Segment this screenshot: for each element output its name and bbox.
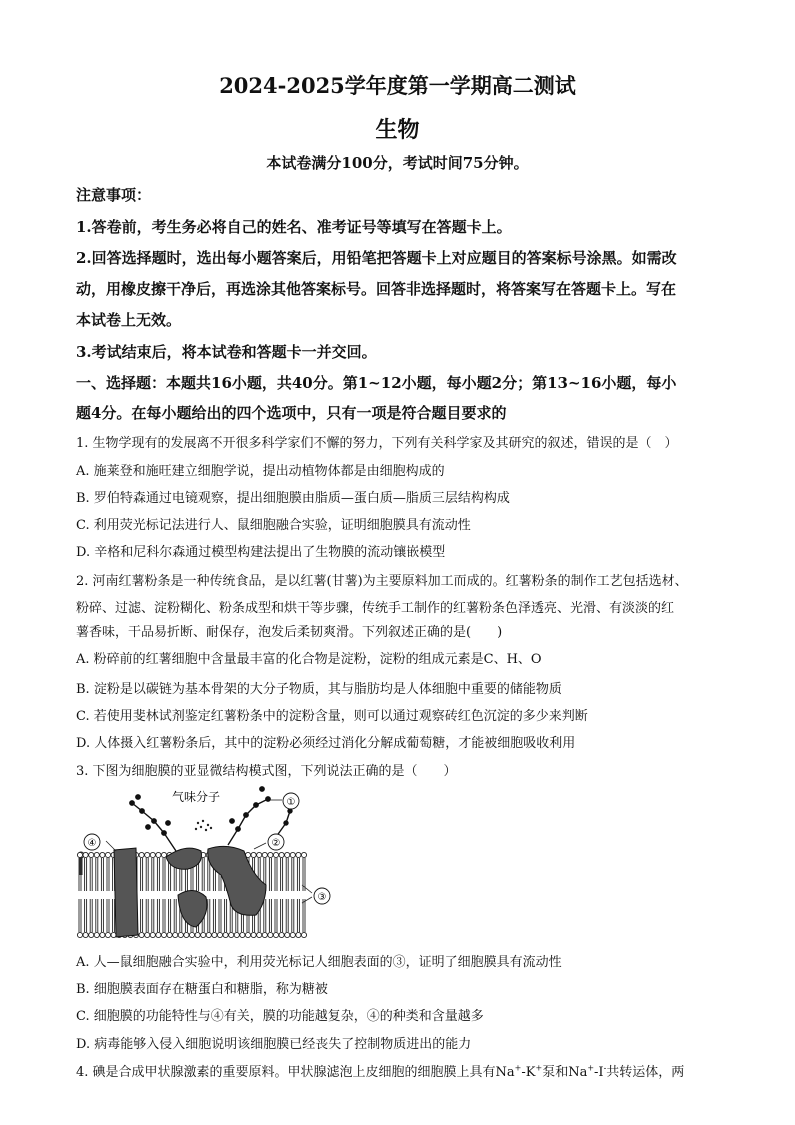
phospholipid-head	[195, 932, 200, 937]
phospholipid-head	[285, 932, 290, 937]
phospholipid-head	[178, 932, 183, 937]
q2-option-d: D. 人体摄入红薯粉条后，其中的淀粉必须经过消化分解成葡萄糖，才能被细胞吸收利用	[76, 736, 576, 751]
section-heading: 题4分。在每小题给出的四个选项中，只有一项是符合题目要求的	[76, 404, 507, 422]
phospholipid-head	[89, 852, 94, 857]
figure-label-molecule: 气味分子	[172, 790, 221, 804]
phospholipid-head	[257, 852, 262, 857]
q2-option-c: C. 若使用斐林试剂鉴定红薯粉条中的淀粉含量，则可以通过观察砖红色沉淀的多少来判断	[76, 709, 588, 724]
figure-label-4: ④	[87, 838, 97, 849]
notice-line: 本试卷上无效。	[76, 311, 182, 329]
notice-line: 动，用橡皮擦干净后，再选涂其他答案标号。回答非选择题时，将答案写在答题卡上。写在	[76, 280, 677, 298]
phospholipid-head	[296, 852, 301, 857]
notice-line: 2.回答选择题时，选出每小题答案后，用铅笔把答题卡上对应题目的答案标号涂黑。如需改	[76, 249, 677, 267]
phospholipid-head	[240, 932, 245, 937]
phospholipid-head	[167, 932, 172, 937]
phospholipid-head	[273, 852, 278, 857]
exam-title: 2024-2025学年度第一学期高二测试	[219, 73, 576, 98]
phospholipid-head	[173, 932, 178, 937]
phospholipid-head	[100, 932, 105, 937]
phospholipid-head	[156, 852, 161, 857]
phospholipid-head	[285, 852, 290, 857]
phospholipid-head	[150, 852, 155, 857]
q2-stem: 2. 河南红薯粉条是一种传统食品，是以红薯(甘薯)为主要原料加工而成的。红薯粉条的制作工艺包括选材、	[76, 574, 688, 589]
phospholipid-head	[201, 932, 206, 937]
phospholipid-head	[268, 852, 273, 857]
exam-info: 本试卷满分100分，考试时间75分钟。	[266, 154, 529, 172]
phospholipid-head	[262, 932, 267, 937]
phospholipid-head	[268, 932, 273, 937]
phospholipid-head	[234, 932, 239, 937]
phospholipid-head	[301, 852, 306, 857]
phospholipid-head	[189, 932, 194, 937]
notice-line: 3.考试结束后，将本试卷和答题卡一并交回。	[76, 343, 377, 361]
phospholipid-head	[301, 932, 306, 937]
phospholipid-head	[279, 852, 284, 857]
phospholipid-head	[229, 932, 234, 937]
cell-membrane-diagram	[76, 785, 346, 940]
phospholipid-head	[262, 852, 267, 857]
phospholipid-head	[257, 932, 262, 937]
phospholipid-head	[296, 932, 301, 937]
phospholipid-head	[251, 852, 256, 857]
subject-title: 生物	[375, 117, 420, 143]
q1-stem: 1. 生物学现有的发展离不开很多科学家们不懈的努力，下列有关科学家及其研究的叙述，错误的是（ ）	[76, 436, 678, 451]
q2-stem: 粉碎、过滤、淀粉糊化、粉条成型和烘干等步骤，传统手工制作的红薯粉条色泽透亮、光滑、有淡淡的红	[76, 601, 675, 616]
phospholipid-head	[161, 932, 166, 937]
phospholipid-head	[105, 852, 110, 857]
phospholipid-head	[105, 932, 110, 937]
phospholipid-head	[139, 852, 144, 857]
phospholipid-head	[156, 932, 161, 937]
figure-label-2: ②	[271, 838, 281, 849]
phospholipid-head	[145, 932, 150, 937]
phospholipid-head	[94, 932, 99, 937]
phospholipid-head	[89, 932, 94, 937]
phospholipid-head	[150, 932, 155, 937]
phospholipid-head	[245, 932, 250, 937]
phospholipid-head	[290, 932, 295, 937]
figure-label-1: ①	[286, 797, 296, 808]
q1-option-c: C. 利用荧光标记法进行人、鼠细胞融合实验，证明细胞膜具有流动性	[76, 518, 471, 533]
phospholipid-head	[279, 932, 284, 937]
notice-heading: 注意事项：	[76, 186, 152, 204]
phospholipid-head	[77, 852, 82, 857]
q3-option-c: C. 细胞膜的功能特性与④有关，膜的功能越复杂，④的种类和含量越多	[76, 1009, 484, 1024]
phospholipid-head	[223, 932, 228, 937]
phospholipid-head	[217, 932, 222, 937]
phospholipid-head	[206, 932, 211, 937]
phospholipid-head	[145, 852, 150, 857]
q2-option-b: B. 淀粉是以碳链为基本骨架的大分子物质，其与脂肪均是人体细胞中重要的储能物质	[76, 682, 562, 697]
phospholipid-head	[184, 932, 189, 937]
q1-option-d: D. 辛格和尼科尔森通过模型构建法提出了生物膜的流动镶嵌模型	[76, 545, 446, 560]
phospholipid-head	[139, 932, 144, 937]
q3-stem: 3. 下图为细胞膜的亚显微结构模式图，下列说法正确的是（ ）	[76, 764, 457, 779]
protein-4	[114, 848, 138, 937]
q2-stem: 薯香味，干品易折断、耐保存，泡发后柔韧爽滑。下列叙述正确的是( )	[76, 625, 503, 640]
q3-option-a: A. 人—鼠细胞融合实验中，利用荧光标记人细胞表面的③，证明了细胞膜具有流动性	[76, 955, 562, 970]
phospholipid-head	[100, 852, 105, 857]
q1-option-a: A. 施莱登和施旺建立细胞学说，提出动植物体都是由细胞构成的	[76, 464, 445, 479]
protein-receptor-left	[166, 848, 201, 869]
section-heading: 一、选择题：本题共16小题，共40分。第1~12小题，每小题2分；第13~16小题，每小	[76, 374, 677, 392]
phospholipid-head	[77, 932, 82, 937]
q3-option-d: D. 病毒能够入侵入细胞说明该细胞膜已经丧失了控制物质进出的能力	[76, 1037, 472, 1052]
q3-option-b: B. 细胞膜表面存在糖蛋白和糖脂，称为糖被	[76, 982, 328, 997]
phospholipid-head	[83, 852, 88, 857]
notice-line: 1.答卷前，考生务必将自己的姓名、准考证号等填写在答题卡上。	[76, 218, 512, 236]
figure-label-3: ③	[317, 892, 327, 903]
phospholipid-head	[83, 932, 88, 937]
phospholipid-head	[290, 852, 295, 857]
phospholipid-head	[273, 932, 278, 937]
q2-option-a: A. 粉碎前的红薯细胞中含量最丰富的化合物是淀粉，淀粉的组成元素是C、H、O	[76, 652, 542, 667]
q1-option-b: B. 罗伯特森通过电镜观察，提出细胞膜由脂质—蛋白质—脂质三层结构构成	[76, 491, 510, 506]
phospholipid-head	[212, 932, 217, 937]
phospholipid-head	[94, 852, 99, 857]
phospholipid-head	[251, 932, 256, 937]
q4-stem: 4. 碘是合成甲状腺激素的重要原料。甲状腺滤泡上皮细胞的细胞膜上具有Na+-K+泵和Na+-I-共转运体，两	[76, 1063, 685, 1080]
